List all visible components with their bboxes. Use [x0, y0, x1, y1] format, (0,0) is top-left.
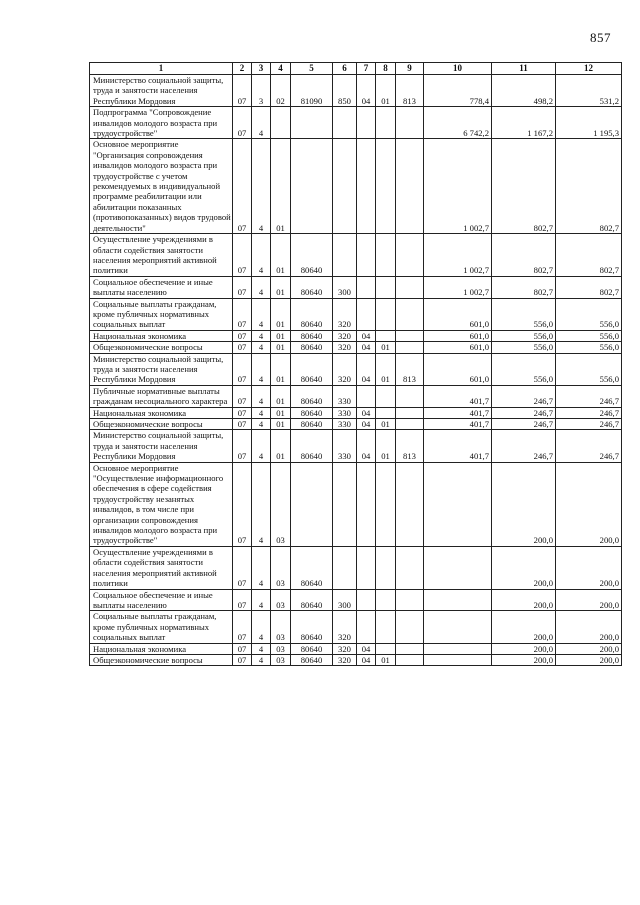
row-name-cell: Национальная экономика: [90, 643, 233, 654]
table-cell: 07: [233, 342, 252, 353]
table-cell: 200,0: [556, 611, 622, 643]
table-cell: 601,0: [424, 353, 492, 385]
table-cell: 02: [271, 75, 291, 107]
table-cell: 01: [376, 430, 396, 462]
table-cell: 07: [233, 353, 252, 385]
table-cell: 03: [271, 611, 291, 643]
column-header: 3: [252, 63, 271, 75]
table-cell: 80640: [291, 276, 333, 298]
table-cell: 4: [252, 353, 271, 385]
table-cell: [376, 385, 396, 407]
table-cell: 07: [233, 589, 252, 611]
table-cell: [376, 330, 396, 341]
table-cell: [357, 611, 376, 643]
table-cell: [376, 298, 396, 330]
table-cell: 401,7: [424, 407, 492, 418]
table-cell: 320: [333, 298, 357, 330]
table-cell: 802,7: [492, 276, 556, 298]
table-cell: 4: [252, 546, 271, 589]
table-cell: 07: [233, 234, 252, 277]
table-cell: 01: [271, 330, 291, 341]
table-cell: [333, 462, 357, 546]
table-cell: 80640: [291, 589, 333, 611]
table-cell: 813: [396, 430, 424, 462]
table-cell: 07: [233, 462, 252, 546]
table-cell: 401,7: [424, 385, 492, 407]
table-cell: 4: [252, 276, 271, 298]
table-cell: 813: [396, 75, 424, 107]
table-cell: [396, 385, 424, 407]
table-cell: 04: [357, 330, 376, 341]
table-cell: [424, 546, 492, 589]
column-header: 7: [357, 63, 376, 75]
table-cell: 802,7: [492, 234, 556, 277]
table-cell: 1 195,3: [556, 107, 622, 139]
table-cell: 4: [252, 462, 271, 546]
table-cell: 01: [376, 654, 396, 665]
table-row: [90, 589, 622, 611]
table-cell: [376, 546, 396, 589]
table-cell: 200,0: [556, 546, 622, 589]
table-cell: [271, 107, 291, 139]
table-cell: 802,7: [492, 139, 556, 234]
table-cell: 80640: [291, 330, 333, 341]
row-name-cell: Общеэкономические вопросы: [90, 419, 233, 430]
table-row: [90, 419, 622, 430]
table-cell: 04: [357, 342, 376, 353]
table-cell: 07: [233, 643, 252, 654]
table-cell: 4: [252, 107, 271, 139]
table-cell: 778,4: [424, 75, 492, 107]
table-cell: [357, 107, 376, 139]
table-cell: 01: [376, 419, 396, 430]
table-row: [90, 430, 622, 462]
table-cell: [376, 407, 396, 418]
table-cell: 300: [333, 589, 357, 611]
table-cell: [291, 107, 333, 139]
table-cell: [424, 462, 492, 546]
table-cell: 330: [333, 419, 357, 430]
table-cell: 07: [233, 139, 252, 234]
table-cell: [357, 234, 376, 277]
table-row: [90, 407, 622, 418]
table-row: [90, 654, 622, 665]
table-cell: 330: [333, 407, 357, 418]
table-cell: 601,0: [424, 342, 492, 353]
column-header: 5: [291, 63, 333, 75]
row-name-cell: Социальные выплаты гражданам, кроме публичных нормативных социальных выплат: [90, 611, 233, 643]
table-cell: [396, 589, 424, 611]
table-cell: 556,0: [492, 298, 556, 330]
table-cell: 556,0: [556, 330, 622, 341]
column-header: 4: [271, 63, 291, 75]
table-cell: 07: [233, 419, 252, 430]
table-cell: 4: [252, 298, 271, 330]
table-cell: 4: [252, 385, 271, 407]
table-cell: 200,0: [492, 611, 556, 643]
table-cell: 246,7: [556, 407, 622, 418]
table-cell: 4: [252, 139, 271, 234]
table-cell: 07: [233, 107, 252, 139]
table-cell: 850: [333, 75, 357, 107]
column-header: 9: [396, 63, 424, 75]
table-row: [90, 462, 622, 546]
table-cell: 07: [233, 276, 252, 298]
table-cell: 04: [357, 654, 376, 665]
table-cell: [396, 546, 424, 589]
table-cell: [396, 643, 424, 654]
table-cell: 802,7: [556, 139, 622, 234]
table-cell: 01: [271, 276, 291, 298]
table-cell: 01: [271, 407, 291, 418]
row-name-cell: Социальные выплаты гражданам, кроме публичных нормативных социальных выплат: [90, 298, 233, 330]
table-cell: 320: [333, 611, 357, 643]
table-cell: [396, 611, 424, 643]
row-name-cell: Публичные нормативные выплаты гражданам несоциального характера: [90, 385, 233, 407]
table-cell: [357, 462, 376, 546]
table-cell: [357, 546, 376, 589]
table-cell: 1 002,7: [424, 276, 492, 298]
table-cell: 320: [333, 353, 357, 385]
table-cell: 556,0: [556, 298, 622, 330]
table-cell: [333, 139, 357, 234]
table-cell: 802,7: [556, 276, 622, 298]
table-cell: 07: [233, 546, 252, 589]
row-name-cell: Осуществление учреждениями в области содействия занятости населения мероприятий активной политики: [90, 546, 233, 589]
table-cell: 4: [252, 342, 271, 353]
table-cell: 07: [233, 611, 252, 643]
table-cell: 6 742,2: [424, 107, 492, 139]
table-cell: 246,7: [556, 385, 622, 407]
table-row: [90, 546, 622, 589]
table-cell: 556,0: [492, 353, 556, 385]
table-cell: 80640: [291, 546, 333, 589]
table-cell: 246,7: [492, 385, 556, 407]
table-cell: 1 002,7: [424, 139, 492, 234]
table-cell: 320: [333, 654, 357, 665]
column-header: 10: [424, 63, 492, 75]
table-cell: [357, 298, 376, 330]
page-number: 857: [590, 30, 611, 45]
table-cell: 01: [376, 353, 396, 385]
table-cell: 80640: [291, 353, 333, 385]
table-cell: 4: [252, 589, 271, 611]
table-cell: 01: [376, 342, 396, 353]
table-cell: 4: [252, 643, 271, 654]
table-cell: 07: [233, 430, 252, 462]
table-cell: 01: [271, 139, 291, 234]
row-name-cell: Основное мероприятие "Организация сопровождения инвалидов молодого возраста при трудоустройстве с учетом рекомендуемых в индивидуальной программе реабилитации или абилитации показанных (противопоказанных) видов трудовой деятельности": [90, 139, 233, 234]
table-cell: 80640: [291, 385, 333, 407]
table-cell: 3: [252, 75, 271, 107]
table-cell: 1 167,2: [492, 107, 556, 139]
table-cell: 200,0: [556, 643, 622, 654]
table-cell: 4: [252, 234, 271, 277]
table-cell: 200,0: [492, 462, 556, 546]
row-name-cell: Социальное обеспечение и иные выплаты населению: [90, 589, 233, 611]
table-cell: [424, 611, 492, 643]
table-body: [90, 75, 622, 666]
table-cell: 802,7: [556, 234, 622, 277]
table-cell: 556,0: [556, 353, 622, 385]
table-cell: 01: [271, 353, 291, 385]
table-row: [90, 276, 622, 298]
table-cell: 80640: [291, 407, 333, 418]
table-cell: 01: [271, 234, 291, 277]
table-row: [90, 75, 622, 107]
table-cell: [396, 330, 424, 341]
table-cell: [396, 276, 424, 298]
table-cell: 401,7: [424, 419, 492, 430]
table-cell: 246,7: [556, 430, 622, 462]
table-row: [90, 107, 622, 139]
table-cell: 07: [233, 75, 252, 107]
table-cell: 03: [271, 643, 291, 654]
row-name-cell: Министерство социальной защиты, труда и занятости населения Республики Мордовия: [90, 353, 233, 385]
table-cell: 81090: [291, 75, 333, 107]
table-cell: [376, 139, 396, 234]
table-cell: 601,0: [424, 330, 492, 341]
table-cell: [357, 589, 376, 611]
table-cell: 330: [333, 385, 357, 407]
table-cell: [333, 234, 357, 277]
table-cell: 07: [233, 298, 252, 330]
table-cell: 03: [271, 589, 291, 611]
table-cell: 556,0: [492, 330, 556, 341]
table-cell: [396, 419, 424, 430]
table-cell: [333, 107, 357, 139]
table-cell: 04: [357, 430, 376, 462]
table-cell: 300: [333, 276, 357, 298]
table-cell: [396, 342, 424, 353]
table-cell: 4: [252, 654, 271, 665]
table-cell: [333, 546, 357, 589]
table-cell: 80640: [291, 643, 333, 654]
table-cell: 04: [357, 75, 376, 107]
row-name-cell: Министерство социальной защиты, труда и занятости населения Республики Мордовия: [90, 430, 233, 462]
row-name-cell: Подпрограмма "Сопровождение инвалидов молодого возраста при трудоустройстве": [90, 107, 233, 139]
table-cell: 80640: [291, 611, 333, 643]
table-cell: 01: [271, 342, 291, 353]
table-cell: 246,7: [492, 430, 556, 462]
table-cell: 80640: [291, 342, 333, 353]
table-row: [90, 353, 622, 385]
table-cell: 4: [252, 330, 271, 341]
table-cell: 320: [333, 643, 357, 654]
row-name-cell: Национальная экономика: [90, 330, 233, 341]
table-row: [90, 234, 622, 277]
table-cell: 01: [376, 75, 396, 107]
table-cell: 200,0: [556, 462, 622, 546]
table-cell: [357, 276, 376, 298]
table-cell: 03: [271, 654, 291, 665]
table-cell: 401,7: [424, 430, 492, 462]
table-cell: 07: [233, 407, 252, 418]
table-cell: 80640: [291, 298, 333, 330]
row-name-cell: Национальная экономика: [90, 407, 233, 418]
table-cell: 03: [271, 462, 291, 546]
table-cell: 01: [271, 298, 291, 330]
table-row: [90, 643, 622, 654]
table-cell: 01: [271, 419, 291, 430]
table-cell: 246,7: [556, 419, 622, 430]
table-row: [90, 139, 622, 234]
table-row: [90, 385, 622, 407]
table-cell: 320: [333, 342, 357, 353]
row-name-cell: Социальное обеспечение и иные выплаты населению: [90, 276, 233, 298]
table-cell: 556,0: [556, 342, 622, 353]
header-row: [90, 63, 622, 75]
table-cell: 03: [271, 546, 291, 589]
table-cell: 07: [233, 330, 252, 341]
row-name-cell: Общеэкономические вопросы: [90, 342, 233, 353]
table-cell: 01: [271, 385, 291, 407]
column-header: 6: [333, 63, 357, 75]
table-cell: 200,0: [492, 589, 556, 611]
table-cell: [424, 654, 492, 665]
column-header: 11: [492, 63, 556, 75]
table-cell: [396, 234, 424, 277]
table-cell: 4: [252, 430, 271, 462]
table-cell: 80640: [291, 234, 333, 277]
table-cell: 601,0: [424, 298, 492, 330]
row-name-cell: Осуществление учреждениями в области содействия занятости населения мероприятий активной политики: [90, 234, 233, 277]
column-header: 12: [556, 63, 622, 75]
table-cell: 07: [233, 385, 252, 407]
table-cell: 4: [252, 419, 271, 430]
table-cell: 04: [357, 643, 376, 654]
table-cell: 200,0: [556, 589, 622, 611]
table-row: [90, 330, 622, 341]
table-cell: 04: [357, 407, 376, 418]
table-cell: 320: [333, 330, 357, 341]
table-cell: 330: [333, 430, 357, 462]
table-cell: [396, 298, 424, 330]
table-cell: [396, 462, 424, 546]
table-row: [90, 298, 622, 330]
table-cell: 556,0: [492, 342, 556, 353]
table-cell: [424, 589, 492, 611]
row-name-cell: Министерство социальной защиты, труда и занятости населения Республики Мордовия: [90, 75, 233, 107]
table-cell: 200,0: [492, 546, 556, 589]
table-cell: 531,2: [556, 75, 622, 107]
table-cell: [357, 139, 376, 234]
table-cell: [376, 234, 396, 277]
budget-table: [89, 62, 622, 666]
table-cell: 04: [357, 353, 376, 385]
row-name-cell: Основное мероприятие "Осуществление информационного обеспечения в сфере содействия трудоустройству незанятых инвалидов, в том числе при организации сопровождения инвалидов молодого возраста при трудоустройстве": [90, 462, 233, 546]
table-cell: [357, 385, 376, 407]
column-header: 1: [90, 63, 233, 75]
table-cell: 80640: [291, 654, 333, 665]
table-cell: 200,0: [492, 654, 556, 665]
table-cell: [376, 462, 396, 546]
table-cell: [291, 462, 333, 546]
table-row: [90, 611, 622, 643]
table-cell: [396, 407, 424, 418]
table-row: [90, 342, 622, 353]
table-cell: 246,7: [492, 407, 556, 418]
table-cell: 4: [252, 407, 271, 418]
table-cell: [291, 139, 333, 234]
table-cell: [396, 107, 424, 139]
table-cell: 4: [252, 611, 271, 643]
table-cell: 80640: [291, 419, 333, 430]
column-header: 2: [233, 63, 252, 75]
table-cell: [376, 276, 396, 298]
table-cell: 200,0: [556, 654, 622, 665]
table-cell: 498,2: [492, 75, 556, 107]
table-cell: 07: [233, 654, 252, 665]
table-cell: [376, 589, 396, 611]
table-cell: 04: [357, 419, 376, 430]
table-cell: [376, 643, 396, 654]
column-header: 8: [376, 63, 396, 75]
table-cell: 80640: [291, 430, 333, 462]
table-cell: [396, 139, 424, 234]
row-name-cell: Общеэкономические вопросы: [90, 654, 233, 665]
table-cell: [396, 654, 424, 665]
table-cell: 246,7: [492, 419, 556, 430]
table-cell: 1 002,7: [424, 234, 492, 277]
table-cell: [424, 643, 492, 654]
table-cell: [376, 107, 396, 139]
table-cell: 813: [396, 353, 424, 385]
table-cell: 200,0: [492, 643, 556, 654]
table-cell: 01: [271, 430, 291, 462]
table-cell: [376, 611, 396, 643]
